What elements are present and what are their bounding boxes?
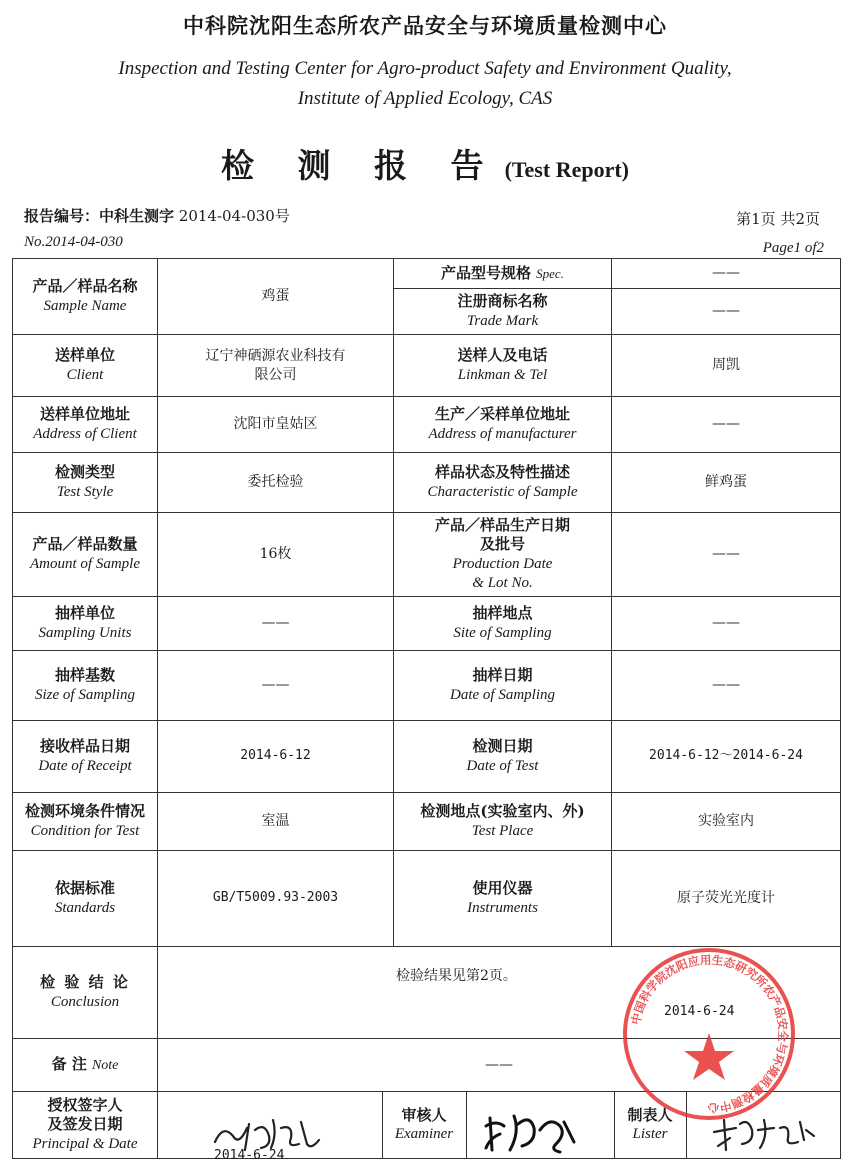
linkman-value: 周凯 — [612, 335, 841, 397]
seal-date: 2014-6-24 — [664, 1004, 735, 1019]
client-value: 辽宁神硒源农业科技有 限公司 — [158, 335, 394, 397]
conclusion-value: 检验结果见第2页。 — [396, 968, 517, 984]
report-number — [24, 205, 290, 226]
test-place-label: 检测地点(实验室内、外) Test Place — [394, 793, 612, 851]
principal-label: 授权签字人 及签发日期 Principal & Date — [13, 1092, 158, 1159]
table-row — [13, 397, 841, 453]
instruments-label: 使用仪器 Instruments — [394, 851, 612, 947]
page-indicator-cn: 第1页 共2页 — [736, 210, 820, 228]
manufacturer-address-label: 生产／采样单位地址 Address of manufacturer — [394, 397, 612, 453]
site-sampling-value: —— — [612, 597, 841, 651]
size-sampling-value: —— — [158, 651, 394, 721]
table-row — [13, 793, 841, 851]
standards-label: 依据标准 Standards — [13, 851, 158, 947]
principal-sign-date: 2014-6-24 — [214, 1148, 285, 1163]
page-indicator-en: Page1 of2 — [762, 240, 824, 256]
table-row — [13, 259, 841, 289]
table-row — [13, 513, 841, 597]
table-row — [13, 1039, 841, 1092]
report-title-en: (Test Report) — [504, 157, 629, 182]
table-row — [13, 651, 841, 721]
amount-label: 产品／样品数量 Amount of Sample — [13, 513, 158, 597]
date-receipt-value: 2014-6-12 — [158, 721, 394, 793]
client-address-value: 沈阳市皇姑区 — [158, 397, 394, 453]
site-sampling-label: 抽样地点 Site of Sampling — [394, 597, 612, 651]
examiner-signature-area — [466, 1092, 614, 1158]
standards-value: GB/T5009.93-2003 — [158, 851, 394, 947]
sampling-units-label: 抽样单位 Sampling Units — [13, 597, 158, 651]
date-test-value: 2014-6-12～2014-6-24 — [612, 721, 841, 793]
size-sampling-label: 抽样基数 Size of Sampling — [13, 651, 158, 721]
report-number-value: 2014-04-030号 — [178, 207, 290, 225]
spec-label: 产品型号规格 Spec. — [394, 259, 612, 289]
sample-name-value: 鸡蛋 — [158, 259, 394, 335]
characteristic-label: 样品状态及特性描述 Characteristic of Sample — [394, 453, 612, 513]
test-style-label: 检测类型 Test Style — [13, 453, 158, 513]
conclusion-value-cell — [158, 947, 841, 1039]
condition-value: 室温 — [158, 793, 394, 851]
seal-text: 中国科学院沈阳应用生态研究所农产品安全与环境质量检测中心 — [628, 952, 791, 1116]
note-label: 备 注 Note — [13, 1039, 158, 1092]
spec-value: —— — [612, 259, 841, 289]
conclusion-label: 检 验 结 论 Conclusion — [13, 947, 158, 1039]
report-table — [12, 258, 841, 1159]
date-sampling-value: —— — [612, 651, 841, 721]
table-row — [13, 453, 841, 513]
date-receipt-label: 接收样品日期 Date of Receipt — [13, 721, 158, 793]
report-number-label: 报告编号：中科生测字 — [24, 207, 175, 225]
test-style-value: 委托检验 — [158, 453, 394, 513]
condition-label: 检测环境条件情况 Condition for Test — [13, 793, 158, 851]
date-sampling-label: 抽样日期 Date of Sampling — [394, 651, 612, 721]
client-label: 送样单位 Client — [13, 335, 158, 397]
lister-signature-area — [686, 1092, 840, 1158]
manufacturer-address-value: —— — [612, 397, 841, 453]
test-place-value: 实验室内 — [612, 793, 841, 851]
table-row — [13, 1092, 841, 1159]
examiner-label: 审核人 Examiner — [382, 1092, 466, 1158]
table-row — [13, 947, 841, 1039]
organization-name-cn: 中科院沈阳生态所农产品安全与环境质量检测中心 — [183, 13, 667, 38]
date-test-label: 检测日期 Date of Test — [394, 721, 612, 793]
trade-mark-label: 注册商标名称 Trade Mark — [394, 289, 612, 335]
table-row — [13, 597, 841, 651]
production-date-value: —— — [612, 513, 841, 597]
client-address-label: 送样单位地址 Address of Client — [13, 397, 158, 453]
institute-name-en: Institute of Applied Ecology, CAS — [297, 88, 553, 109]
trade-mark-value: —— — [612, 289, 841, 335]
sampling-units-value: —— — [158, 597, 394, 651]
lister-label: 制表人 Lister — [614, 1092, 686, 1158]
linkman-label: 送样人及电话 Linkman & Tel — [394, 335, 612, 397]
table-row — [13, 851, 841, 947]
table-row — [13, 721, 841, 793]
table-row — [13, 335, 841, 397]
production-date-label: 产品／样品生产日期 及批号 Production Date & Lot No. — [394, 513, 612, 597]
instruments-value: 原子荧光光度计 — [612, 851, 841, 947]
report-title-cn: 检 测 报 告 — [221, 146, 500, 185]
amount-value: 16枚 — [158, 513, 394, 597]
note-value: —— — [158, 1039, 841, 1092]
report-number-en: No.2014-04-030 — [24, 234, 123, 250]
report-title — [0, 140, 850, 187]
organization-name-en: Inspection and Testing Center for Agro-product Safety and Environment Quality, — [118, 58, 732, 79]
sample-name-label: 产品／样品名称 Sample Name — [13, 259, 158, 335]
characteristic-value: 鲜鸡蛋 — [612, 453, 841, 513]
